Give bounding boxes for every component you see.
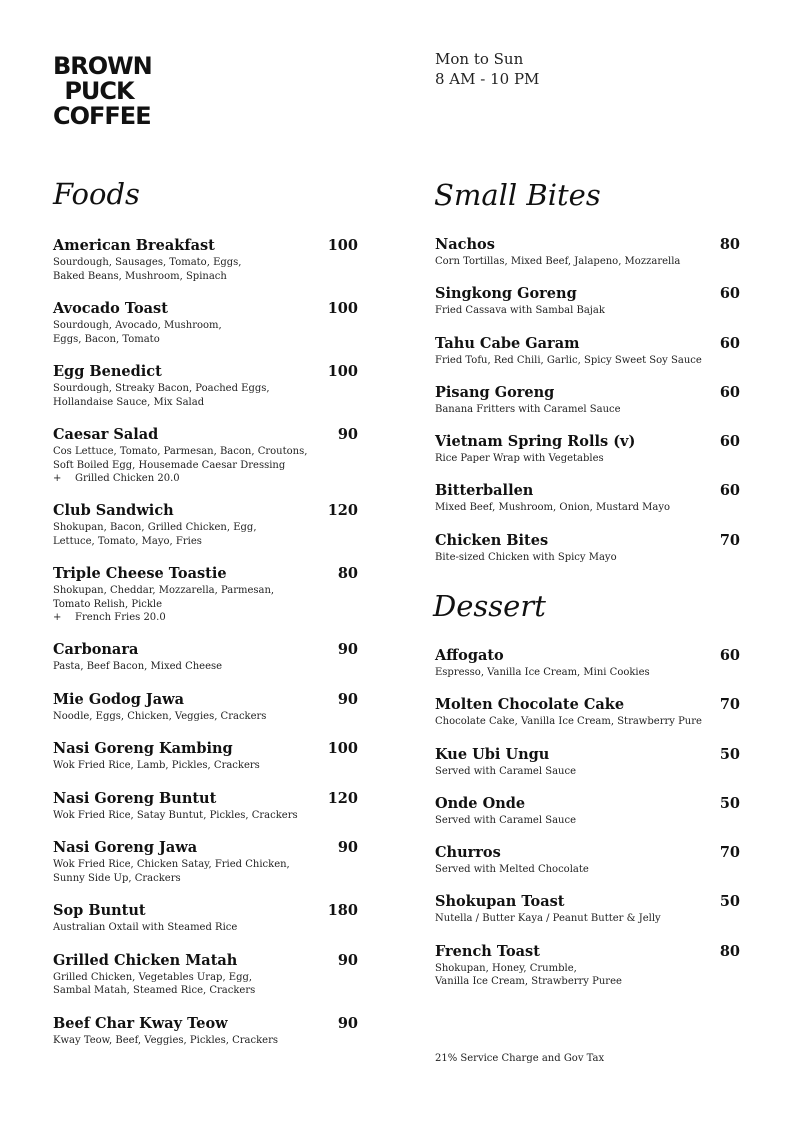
- item-price: 100: [327, 300, 358, 317]
- item-description: Noodle, Eggs, Chicken, Veggies, Crackers: [53, 710, 267, 722]
- menu-item: [53, 236, 358, 299]
- item-name: Singkong Goreng: [435, 285, 577, 303]
- opening-days: Mon to Sun: [435, 50, 524, 68]
- small-bites-list: [435, 235, 740, 580]
- item-price: 90: [337, 641, 358, 658]
- item-name: Bitterballen: [435, 482, 534, 500]
- addon-plus: +: [53, 473, 62, 484]
- item-description: Rice Paper Wrap with Vegetables: [435, 453, 604, 465]
- item-price: 80: [719, 942, 740, 960]
- section-title-dessert: Dessert: [433, 589, 546, 623]
- menu-item: [53, 425, 358, 501]
- item-price: 80: [337, 565, 358, 582]
- item-price: 70: [719, 696, 740, 714]
- item-price: 60: [719, 433, 740, 451]
- item-description: Fried Cassava with Sambal Bajak: [435, 305, 605, 317]
- brand-logo: [53, 52, 152, 130]
- section-title-small-bites: Small Bites: [434, 178, 601, 212]
- item-description: Chocolate Cake, Vanilla Ice Cream, Strawberry Pure: [435, 716, 702, 728]
- item-name: Vietnam Spring Rolls (v): [435, 433, 636, 451]
- item-name: Egg Benedict: [53, 363, 162, 380]
- item-name: Molten Chocolate Cake: [435, 696, 625, 714]
- item-name: French Toast: [435, 942, 540, 960]
- item-description: Shokupan, Cheddar, Mozzarella, Parmesan, Tomato Relish, Pickle: [53, 585, 275, 610]
- item-description: Wok Fried Rice, Lamb, Pickles, Crackers: [53, 760, 260, 771]
- item-price: 60: [719, 383, 740, 401]
- item-description: Cos Lettuce, Tomato, Parmesan, Bacon, Croutons, Soft Boiled Egg, Housemade Caesar Dressing: [53, 446, 308, 471]
- menu-item: [435, 745, 740, 794]
- item-description: Pasta, Beef Bacon, Mixed Cheese: [53, 661, 223, 672]
- menu-item: [53, 901, 358, 951]
- brand-line-1: BROWN: [53, 52, 152, 80]
- item-name: Onde Onde: [435, 794, 526, 812]
- item-name: Mie Godog Jawa: [53, 690, 185, 708]
- item-name: Nasi Goreng Kambing: [53, 740, 233, 757]
- item-description: Banana Fritters with Caramel Sauce: [435, 403, 621, 415]
- item-description: Fried Tofu, Red Chili, Garlic, Spicy Sweet Soy Sauce: [435, 354, 702, 366]
- item-description: Espresso, Vanilla Ice Cream, Mini Cookies: [435, 667, 650, 678]
- item-price: 100: [327, 363, 358, 380]
- item-price: 60: [719, 647, 740, 664]
- menu-item: [53, 362, 358, 425]
- menu-item: [53, 501, 358, 564]
- item-price: 80: [719, 236, 740, 253]
- item-price: 50: [719, 794, 740, 812]
- item-name: Caesar Salad: [53, 426, 159, 443]
- menu-item: [435, 334, 740, 383]
- dessert-list: [435, 646, 740, 991]
- brand-line-2: PUCK: [64, 77, 134, 105]
- menu-item: [53, 640, 358, 690]
- item-name: Nasi Goreng Buntut: [53, 789, 217, 807]
- brand-line-3: COFFEE: [53, 102, 151, 130]
- menu-item: [435, 383, 740, 432]
- menu-item: [53, 690, 358, 740]
- menu-item: [435, 794, 740, 843]
- item-description: Served with Melted Chocolate: [435, 864, 589, 876]
- item-name: Beef Char Kway Teow: [53, 1014, 228, 1032]
- addon-plus: +: [53, 612, 62, 623]
- menu-item: [53, 299, 358, 362]
- menu-item: [435, 942, 740, 991]
- item-price: 90: [337, 1014, 358, 1032]
- item-name: Tahu Cabe Garam: [435, 334, 580, 352]
- item-price: 120: [327, 789, 358, 807]
- item-name: Sop Buntut: [53, 902, 146, 919]
- item-price: 120: [327, 502, 358, 519]
- item-description: Grilled Chicken, Vegetables Urap, Egg, Sambal Matah, Steamed Rice, Crackers: [53, 971, 256, 996]
- item-name: Nachos: [435, 236, 495, 253]
- opening-hours: [435, 49, 539, 89]
- menu-item: [435, 695, 740, 744]
- item-name: Club Sandwich: [53, 502, 174, 519]
- menu-item: [53, 838, 358, 901]
- item-addon: [53, 472, 358, 486]
- item-description: Australian Oxtail with Steamed Rice: [53, 922, 238, 933]
- item-name: Pisang Goreng: [435, 383, 555, 401]
- item-price: 50: [719, 893, 740, 911]
- item-description: Served with Caramel Sauce: [435, 765, 576, 777]
- menu-item: [435, 432, 740, 481]
- menu-item: [53, 789, 358, 839]
- item-name: American Breakfast: [53, 237, 215, 254]
- menu-item: [435, 892, 740, 941]
- item-description: Corn Tortillas, Mixed Beef, Jalapeno, Mozzarella: [435, 256, 681, 267]
- opening-time: 8 AM - 10 PM: [435, 70, 540, 88]
- menu-item: [53, 564, 358, 640]
- addon-text: French Fries 20.0: [75, 612, 166, 623]
- item-name: Chicken Bites: [435, 531, 549, 549]
- item-price: 90: [337, 839, 358, 856]
- item-name: Triple Cheese Toastie: [53, 565, 227, 582]
- section-title-foods: Foods: [53, 177, 140, 211]
- item-price: 70: [719, 531, 740, 549]
- item-name: Affogato: [435, 647, 504, 664]
- item-addon: [53, 611, 358, 625]
- item-description: Nutella / Butter Kaya / Peanut Butter & Jelly: [435, 913, 661, 925]
- item-price: 90: [337, 951, 358, 969]
- item-description: Shokupan, Honey, Crumble, Vanilla Ice Cream, Strawberry Puree: [435, 962, 622, 988]
- addon-text: Grilled Chicken 20.0: [75, 473, 180, 484]
- item-description: Sourdough, Avocado, Mushroom, Eggs, Bacon, Tomato: [53, 320, 222, 345]
- item-price: 60: [719, 482, 740, 500]
- item-description: Bite-sized Chicken with Spicy Mayo: [435, 551, 617, 563]
- menu-item: [53, 739, 358, 789]
- item-price: 100: [327, 740, 358, 757]
- menu-item: [53, 1014, 358, 1064]
- menu-item: [435, 235, 740, 284]
- item-price: 60: [719, 334, 740, 352]
- menu-item: [435, 843, 740, 892]
- service-charge-note: 21% Service Charge and Gov Tax: [435, 1053, 605, 1064]
- item-description: Wok Fried Rice, Chicken Satay, Fried Chicken, Sunny Side Up, Crackers: [53, 859, 290, 884]
- item-description: Wok Fried Rice, Satay Buntut, Pickles, Crackers: [53, 809, 298, 821]
- menu-item: [53, 951, 358, 1014]
- item-name: Carbonara: [53, 641, 139, 658]
- menu-item: [435, 481, 740, 530]
- item-price: 100: [327, 237, 358, 254]
- menu-item: [435, 646, 740, 695]
- item-description: Kway Teow, Beef, Veggies, Pickles, Crackers: [53, 1034, 278, 1046]
- menu-item: [435, 284, 740, 333]
- item-price: 90: [337, 426, 358, 443]
- item-description: Served with Caramel Sauce: [435, 814, 576, 826]
- item-description: Sourdough, Sausages, Tomato, Eggs, Baked Beans, Mushroom, Spinach: [53, 257, 242, 282]
- item-price: 70: [719, 844, 740, 862]
- item-price: 180: [327, 902, 358, 919]
- item-name: Grilled Chicken Matah: [53, 951, 238, 969]
- item-price: 90: [337, 690, 358, 708]
- item-description: Shokupan, Bacon, Grilled Chicken, Egg, Lettuce, Tomato, Mayo, Fries: [53, 522, 257, 547]
- item-name: Churros: [435, 844, 501, 862]
- item-name: Avocado Toast: [53, 300, 168, 317]
- item-name: Shokupan Toast: [435, 893, 565, 911]
- menu-item: [435, 531, 740, 580]
- foods-list: [53, 236, 358, 1063]
- item-description: Sourdough, Streaky Bacon, Poached Eggs, Hollandaise Sauce, Mix Salad: [53, 383, 270, 408]
- item-name: Kue Ubi Ungu: [435, 745, 550, 763]
- item-name: Nasi Goreng Jawa: [53, 839, 198, 856]
- item-price: 60: [719, 285, 740, 303]
- item-price: 50: [719, 745, 740, 763]
- item-description: Mixed Beef, Mushroom, Onion, Mustard Mayo: [435, 502, 671, 514]
